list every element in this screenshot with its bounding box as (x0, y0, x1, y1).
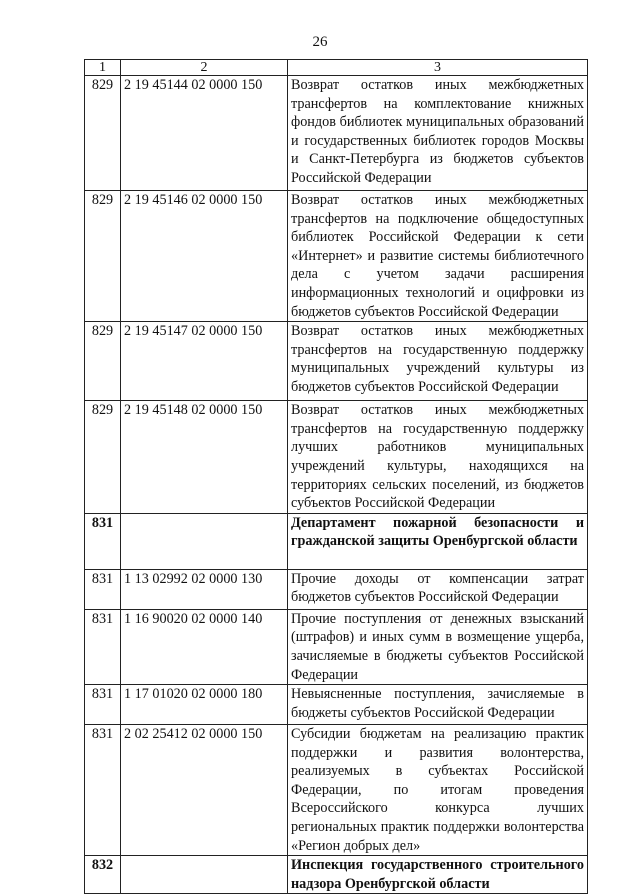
kbk-code-cell (121, 856, 288, 894)
department-name-cell: Департамент пожарной безопасности и гражданской защиты Оренбургской области (288, 513, 588, 569)
kbk-code-cell: 2 19 45144 02 0000 150 (121, 76, 288, 191)
department-name-cell: Инспекция государственного строительного надзора Оренбургской области (288, 856, 588, 894)
table-row (85, 609, 588, 684)
column-header: 2 (121, 60, 288, 76)
kbk-code-cell: 2 19 45147 02 0000 150 (121, 322, 288, 401)
revenue-name-cell: Возврат остатков иных межбюджетных трансфертов на подключение общедоступных библиотек Российской Федерации к сети «Интернет» и развитие системы библиотечного дела с учетом задачи расширения информационных технологий и оцифровки из бюджетов субъектов Российской Федерации (288, 191, 588, 322)
admin-code-cell: 831 (85, 513, 121, 569)
kbk-code-cell: 2 19 45148 02 0000 150 (121, 401, 288, 514)
admin-code-cell: 831 (85, 609, 121, 684)
kbk-code-cell: 1 16 90020 02 0000 140 (121, 609, 288, 684)
revenue-name-cell: Прочие поступления от денежных взысканий (штрафов) и иных сумм в возмещение ущерба, зачисляемые в бюджеты субъектов Российской Федерации (288, 609, 588, 684)
admin-code-cell: 829 (85, 401, 121, 514)
table-row (85, 685, 588, 725)
revenue-name-cell: Возврат остатков иных межбюджетных трансфертов на комплектование книжных фондов библиотек муниципальных образований и государственных библиотек городов Москвы и Санкт-Петербурга из бюджетов субъектов Российской Федерации (288, 76, 588, 191)
table-row (85, 322, 588, 401)
revenue-name-cell: Прочие доходы от компенсации затрат бюджетов субъектов Российской Федерации (288, 569, 588, 609)
kbk-code-cell: 2 02 25412 02 0000 150 (121, 725, 288, 856)
column-header: 1 (85, 60, 121, 76)
table-row (85, 725, 588, 856)
kbk-code-cell: 2 19 45146 02 0000 150 (121, 191, 288, 322)
kbk-code-cell (121, 513, 288, 569)
table-header-row (85, 60, 588, 76)
revenue-name-cell: Возврат остатков иных межбюджетных трансфертов на государственную поддержку муниципальных учреждений культуры из бюджетов субъектов Российской Федерации (288, 322, 588, 401)
admin-code-cell: 832 (85, 856, 121, 894)
table-row (85, 401, 588, 514)
revenue-name-cell: Субсидии бюджетам на реализацию практик поддержки и развития волонтерства, реализуемых в субъектах Российской Федерации, по итогам проведения Всероссийского конкурса лучших региональных практик поддержки волонтерства «Регион добрых дел» (288, 725, 588, 856)
budget-classification-table (84, 59, 588, 894)
table-row (85, 76, 588, 191)
kbk-code-cell: 1 13 02992 02 0000 130 (121, 569, 288, 609)
admin-code-cell: 829 (85, 191, 121, 322)
revenue-name-cell: Возврат остатков иных межбюджетных трансфертов на государственную поддержку лучших работников муниципальных учреждений культуры, находящихся на территориях сельских поселений, из бюджетов субъектов Российской Федерации (288, 401, 588, 514)
admin-code-cell: 831 (85, 569, 121, 609)
admin-code-cell: 829 (85, 76, 121, 191)
department-row (85, 856, 588, 894)
column-header: 3 (288, 60, 588, 76)
admin-code-cell: 831 (85, 725, 121, 856)
table-row (85, 569, 588, 609)
table-row (85, 191, 588, 322)
kbk-code-cell: 1 17 01020 02 0000 180 (121, 685, 288, 725)
admin-code-cell: 831 (85, 685, 121, 725)
page-number: 26 (312, 34, 328, 50)
admin-code-cell: 829 (85, 322, 121, 401)
department-row (85, 513, 588, 569)
revenue-name-cell: Невыясненные поступления, зачисляемые в бюджеты субъектов Российской Федерации (288, 685, 588, 725)
